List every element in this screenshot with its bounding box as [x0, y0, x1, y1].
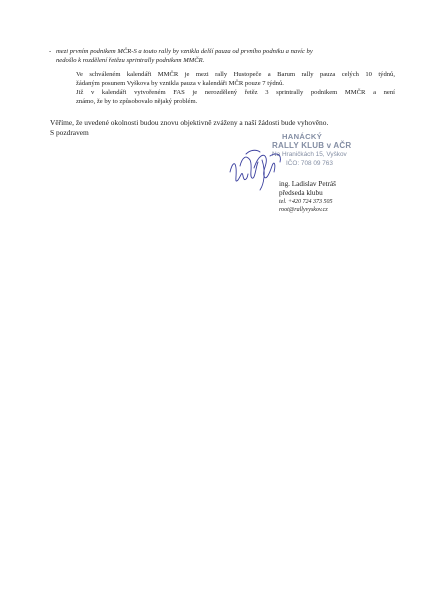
stamp-line: RALLY KLUB v AČR [272, 141, 352, 150]
closing-text: Věříme, že uvedené okolnosti budou znovu objektivně zváženy a naší žádosti bude vyhověno. [50, 118, 329, 127]
signer-role: předseda klubu [279, 188, 323, 197]
signer-phone: tel. +420 724 373 505 [279, 198, 333, 205]
bullet-dash: - [49, 48, 52, 55]
handwritten-signature [226, 146, 286, 192]
calendar-note [76, 70, 395, 106]
note-line: Již v kalendáři vytvořeném FAS je nerozdělený řetěz 3 sprintrally podnikem MMČR a není [76, 89, 395, 96]
bullet-text: mezi prvním podnikem MČR-S a touto rally by vznikla delší pauza od prvního podniku a navíc by [56, 48, 313, 55]
bullet-line [50, 48, 395, 57]
note-line: žádaným posunem Vyškova by vznikla pauza v kalendáři MČR pouze 7 týdnů. [76, 80, 284, 87]
signer-email: root@rallyvyskov.cz [279, 206, 328, 213]
note-line: známo, že by to způsobovalo nějaký problém. [76, 98, 198, 105]
greeting: S pozdravem [50, 127, 89, 137]
stamp-line: IČO: 708 09 763 [286, 160, 333, 167]
note-line: Ve schváleném kalendáři MMČR je mezi rally Hustopeče a Barum rally pauza celých 10 týdnů, [76, 71, 395, 78]
bullet-paragraph [50, 48, 395, 65]
bullet-line: nedošlo k rozdělení řetězu sprintrally podnikem MMČR. [56, 56, 205, 64]
stamp-line: Na Hraničkách 15, Vyškov [272, 151, 347, 158]
signer-name: ing. Ladislav Petráš [279, 180, 336, 188]
signer-block [279, 180, 389, 214]
stamp-line: HANÁCKÝ [282, 132, 323, 141]
